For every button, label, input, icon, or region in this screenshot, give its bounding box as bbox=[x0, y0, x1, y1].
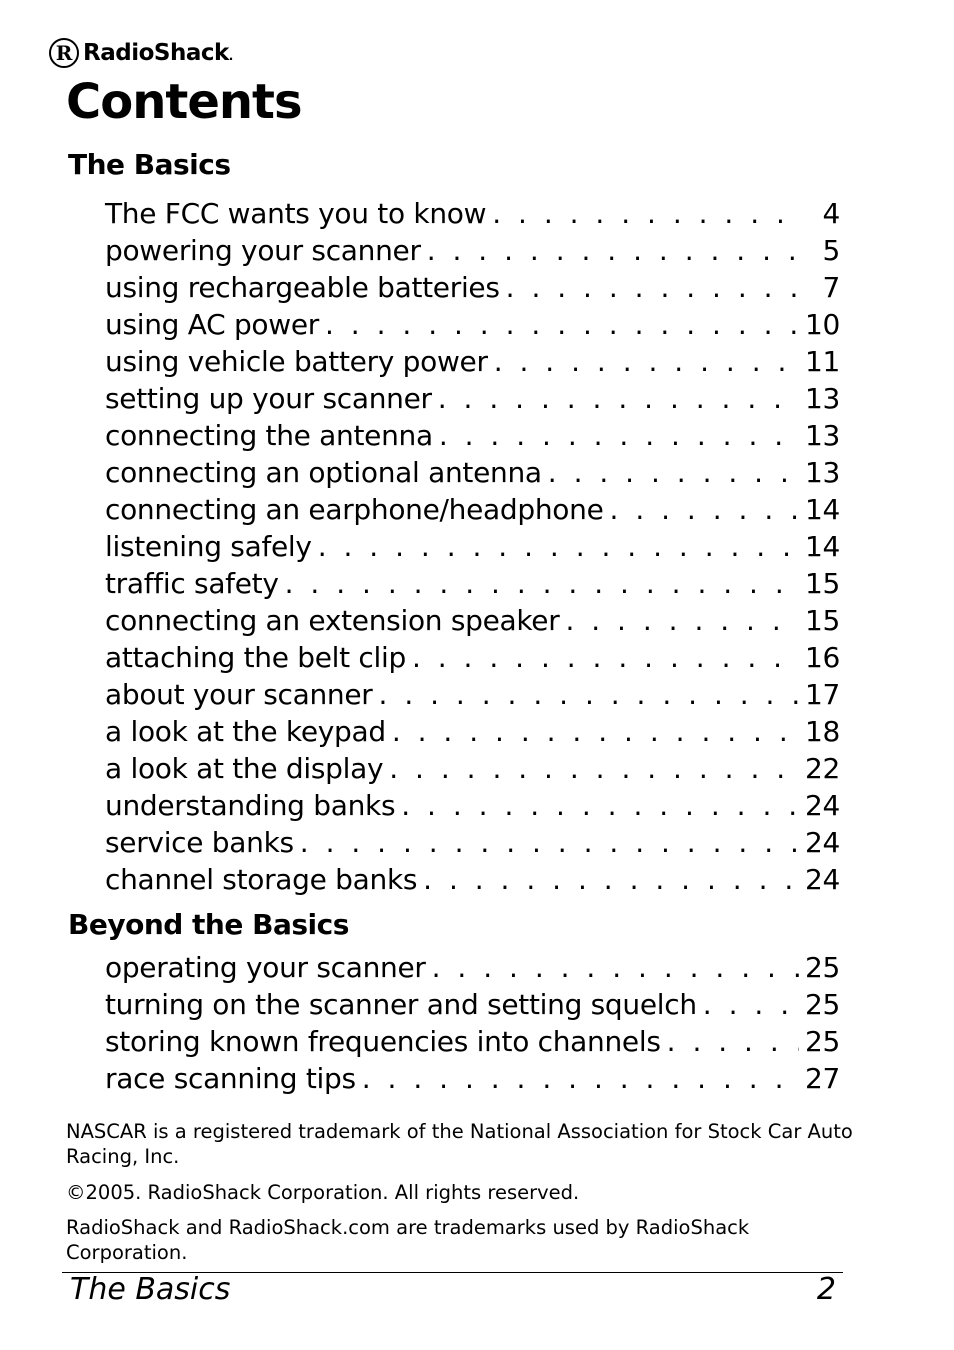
toc-entry[interactable] bbox=[105, 949, 840, 986]
toc-entry-page-number: 5 bbox=[822, 234, 840, 267]
toc-entry[interactable] bbox=[105, 380, 840, 417]
toc-entry[interactable] bbox=[105, 454, 840, 491]
toc-entry-page-number: 11 bbox=[804, 345, 840, 378]
section-heading-the-basics: The Basics bbox=[68, 148, 231, 181]
toc-entry-page-number: 16 bbox=[804, 641, 840, 674]
toc-entry[interactable] bbox=[105, 306, 840, 343]
toc-entry-title: connecting the antenna bbox=[105, 419, 433, 452]
toc-entry-title: The FCC wants you to know bbox=[105, 197, 487, 230]
dot-leader bbox=[300, 824, 799, 861]
dot-leader bbox=[392, 713, 799, 750]
dot-leader bbox=[427, 232, 800, 269]
toc-entry[interactable] bbox=[105, 986, 840, 1023]
toc-entry-title: race scanning tips bbox=[105, 1062, 356, 1095]
dot-leader bbox=[506, 269, 800, 306]
toc-entry-title: traffic safety bbox=[105, 567, 279, 600]
toc-entry-page-number: 24 bbox=[804, 826, 840, 859]
toc-list-the-basics bbox=[105, 195, 840, 898]
toc-entry-title: a look at the keypad bbox=[105, 715, 386, 748]
dot-leader bbox=[389, 750, 799, 787]
copyright-note: ©2005. RadioShack Corporation. All rights reserved. bbox=[66, 1181, 580, 1204]
dot-leader bbox=[423, 861, 799, 898]
footer-section-name: The Basics bbox=[70, 1272, 231, 1307]
toc-entry[interactable] bbox=[105, 750, 840, 787]
toc-entry-title: using vehicle battery power bbox=[105, 345, 488, 378]
toc-entry[interactable] bbox=[105, 491, 840, 528]
toc-entry-title: connecting an extension speaker bbox=[105, 604, 560, 637]
dot-leader bbox=[412, 639, 799, 676]
toc-entry[interactable] bbox=[105, 528, 840, 565]
dot-leader bbox=[494, 343, 799, 380]
toc-entry-title: connecting an earphone/headphone bbox=[105, 493, 604, 526]
radioshack-logo bbox=[49, 38, 233, 68]
section-heading-beyond-the-basics: Beyond the Basics bbox=[68, 908, 349, 941]
toc-entry-title: channel storage banks bbox=[105, 863, 418, 896]
toc-entry-page-number: 25 bbox=[804, 951, 840, 984]
brand-name bbox=[83, 40, 233, 66]
toc-entry[interactable] bbox=[105, 676, 840, 713]
dot-leader bbox=[565, 602, 799, 639]
toc-entry-page-number: 22 bbox=[804, 752, 840, 785]
dot-leader bbox=[432, 949, 799, 986]
trademark-note-nascar: NASCAR is a registered trademark of the National Association for Stock Car Auto Racing, Inc. bbox=[66, 1120, 853, 1168]
trademark-note-radioshack: RadioShack and RadioShack.com are trademarks used by RadioShack Corporation. bbox=[66, 1216, 750, 1264]
toc-entry[interactable] bbox=[105, 1023, 840, 1060]
dot-leader bbox=[548, 454, 799, 491]
toc-entry-page-number: 24 bbox=[804, 863, 840, 896]
toc-entry-title: powering your scanner bbox=[105, 234, 421, 267]
brand-suffix: . bbox=[228, 49, 233, 63]
toc-entry-page-number: 17 bbox=[804, 678, 840, 711]
dot-leader bbox=[492, 195, 800, 232]
toc-entry-page-number: 15 bbox=[804, 604, 840, 637]
dot-leader bbox=[703, 986, 799, 1023]
toc-entry-page-number: 18 bbox=[804, 715, 840, 748]
toc-entry-title: operating your scanner bbox=[105, 951, 426, 984]
toc-entry[interactable] bbox=[105, 787, 840, 824]
toc-entry-title: a look at the display bbox=[105, 752, 384, 785]
toc-entry[interactable] bbox=[105, 861, 840, 898]
toc-entry[interactable] bbox=[105, 713, 840, 750]
toc-entry-title: about your scanner bbox=[105, 678, 373, 711]
toc-entry-title: connecting an optional antenna bbox=[105, 456, 542, 489]
toc-entry-page-number: 27 bbox=[804, 1062, 840, 1095]
page-title: Contents bbox=[66, 74, 302, 130]
toc-list-beyond-the-basics bbox=[105, 949, 840, 1097]
toc-entry-title: using rechargeable batteries bbox=[105, 271, 500, 304]
dot-leader bbox=[285, 565, 799, 602]
toc-entry[interactable] bbox=[105, 417, 840, 454]
toc-entry[interactable] bbox=[105, 602, 840, 639]
dot-leader bbox=[667, 1023, 799, 1060]
toc-entry-title: service banks bbox=[105, 826, 294, 859]
toc-entry[interactable] bbox=[105, 824, 840, 861]
toc-entry-title: storing known frequencies into channels bbox=[105, 1025, 661, 1058]
toc-entry-title: listening safely bbox=[105, 530, 312, 563]
toc-entry-page-number: 14 bbox=[804, 530, 840, 563]
dot-leader bbox=[610, 491, 799, 528]
toc-entry-page-number: 7 bbox=[822, 271, 840, 304]
toc-entry[interactable] bbox=[105, 639, 840, 676]
toc-entry[interactable] bbox=[105, 1060, 840, 1097]
registered-r-icon: R bbox=[49, 38, 79, 68]
toc-entry-page-number: 25 bbox=[804, 1025, 840, 1058]
toc-entry-page-number: 14 bbox=[804, 493, 840, 526]
toc-entry-title: using AC power bbox=[105, 308, 319, 341]
dot-leader bbox=[438, 380, 799, 417]
toc-entry-page-number: 4 bbox=[822, 197, 840, 230]
dot-leader bbox=[439, 417, 799, 454]
toc-entry[interactable] bbox=[105, 343, 840, 380]
dot-leader bbox=[325, 306, 799, 343]
toc-entry-page-number: 13 bbox=[804, 419, 840, 452]
toc-entry-page-number: 15 bbox=[804, 567, 840, 600]
toc-entry-page-number: 24 bbox=[804, 789, 840, 822]
dot-leader bbox=[401, 787, 799, 824]
toc-entry[interactable] bbox=[105, 195, 840, 232]
footer-page-number: 2 bbox=[816, 1272, 836, 1307]
toc-entry-page-number: 25 bbox=[804, 988, 840, 1021]
toc-entry[interactable] bbox=[105, 565, 840, 602]
toc-entry[interactable] bbox=[105, 269, 840, 306]
brand-wordmark: RadioShack bbox=[83, 40, 229, 66]
toc-entry-page-number: 10 bbox=[804, 308, 840, 341]
toc-entry-title: understanding banks bbox=[105, 789, 396, 822]
toc-entry-title: turning on the scanner and setting squelch bbox=[105, 988, 697, 1021]
toc-entry-title: attaching the belt clip bbox=[105, 641, 406, 674]
toc-entry-title: setting up your scanner bbox=[105, 382, 432, 415]
dot-leader bbox=[318, 528, 799, 565]
dot-leader bbox=[379, 676, 799, 713]
dot-leader bbox=[362, 1060, 799, 1097]
toc-entry[interactable] bbox=[105, 232, 840, 269]
toc-entry-page-number: 13 bbox=[804, 456, 840, 489]
toc-entry-page-number: 13 bbox=[804, 382, 840, 415]
